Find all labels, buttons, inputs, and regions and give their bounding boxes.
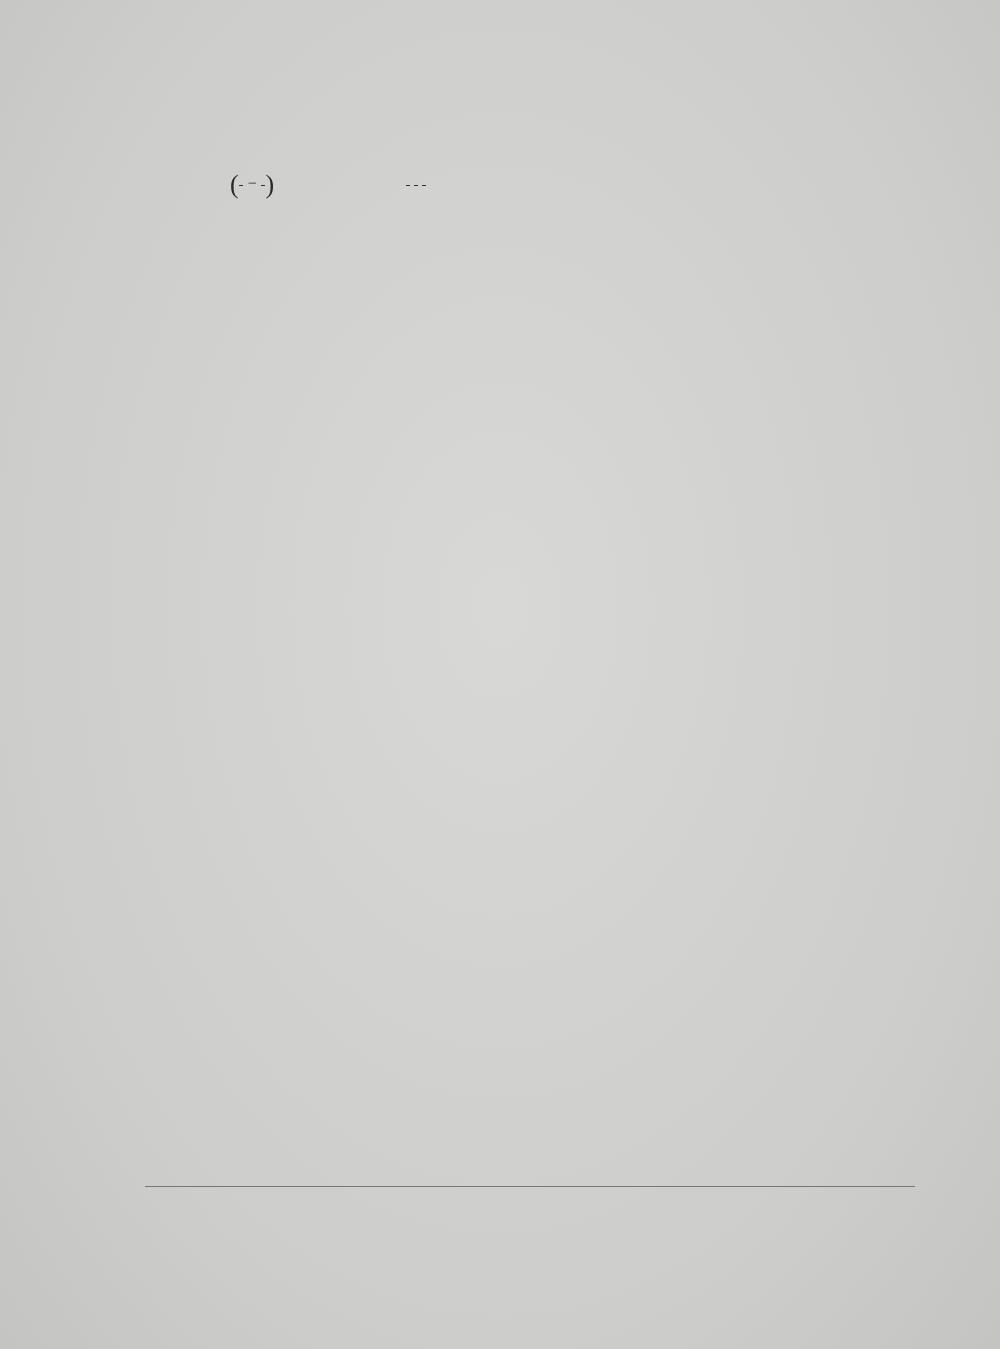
formula: ( − ) (230, 170, 830, 210)
frac-dv-v (239, 185, 243, 186)
frac-df-f (406, 185, 410, 186)
frac-dv-v-2 (422, 185, 426, 186)
footnote-rule (145, 1186, 915, 1187)
frac-dh-h-2 (414, 185, 418, 186)
